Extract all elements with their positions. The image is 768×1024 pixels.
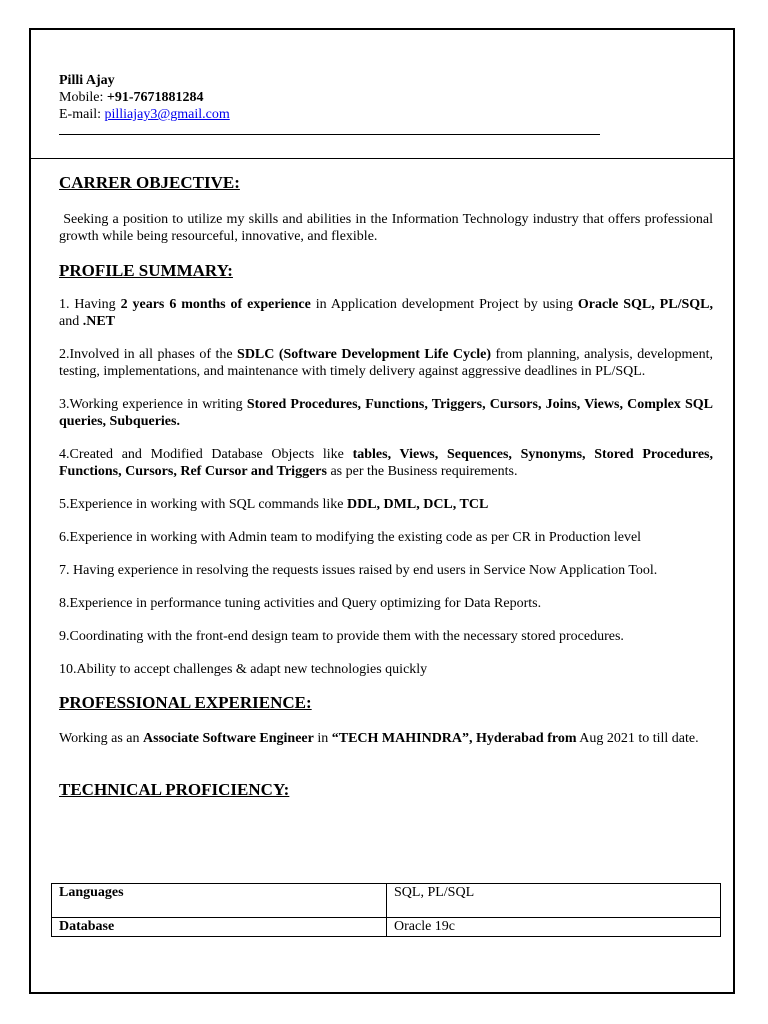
technical-table (51, 883, 721, 937)
resume-body (59, 172, 713, 801)
contact-block (59, 72, 230, 123)
candidate-name: Pilli Ajay (59, 73, 115, 88)
summary-item: 1. Having 2 years 6 months of experience in Application development Project by using Oracle SQL, PL/SQL, and .NET (59, 297, 713, 329)
tech-value: Oracle 19c (387, 918, 721, 937)
tech-value: SQL, PL/SQL (387, 884, 721, 918)
summary-item: 8.Experience in performance tuning activities and Query optimizing for Data Reports. (59, 596, 542, 611)
experience-text: Working as an Associate Software Engineer in “TECH MAHINDRA”, Hyderabad from Aug 2021 to till date. (59, 731, 699, 746)
objective-heading: CARRER OBJECTIVE: (59, 173, 240, 192)
email-label: E-mail: (59, 107, 101, 122)
mobile-label: Mobile: (59, 90, 104, 105)
summary-list (59, 296, 713, 678)
summary-item: 2.Involved in all phases of the SDLC (Software Development Life Cycle) from planning, analysis, development, testing, implementations, and maintenance with timely delivery against aggressive deadlines in PL/SQL. (59, 347, 714, 379)
table-row (52, 918, 721, 937)
objective-text-content: Seeking a position to utilize my skills and abilities in the Information Technology industry that offers professional growth while being resourceful, innovative, and flexible. (59, 212, 714, 244)
email-link[interactable]: pilliajay3@gmail.com (104, 107, 230, 122)
tech-key: Database (52, 918, 387, 937)
tech-key: Languages (52, 884, 387, 918)
summary-item: 5.Experience in working with SQL commands like DDL, DML, DCL, TCL (59, 497, 489, 512)
technical-heading: TECHNICAL PROFICIENCY: (59, 780, 290, 799)
mobile-number: +91-7671881284 (106, 90, 204, 105)
summary-item: 3.Working experience in writing Stored Procedures, Functions, Triggers, Cursors, Joins, Views, Complex SQL queries, Subqueries. (59, 397, 713, 429)
table-row (52, 884, 721, 918)
summary-item: 10.Ability to accept challenges & adapt new technologies quickly (59, 662, 428, 677)
summary-item: 7. Having experience in resolving the requests issues raised by end users in Service Now Application Tool. (59, 563, 658, 578)
summary-heading: PROFILE SUMMARY: (59, 261, 233, 280)
objective-text (59, 211, 713, 245)
summary-item: 6.Experience in working with Admin team to modifying the existing code as per CR in Production level (59, 530, 642, 545)
summary-item: 9.Coordinating with the front-end design team to provide them with the necessary stored procedures. (59, 629, 624, 644)
summary-item: 4.Created and Modified Database Objects like tables, Views, Sequences, Synonyms, Stored Procedures, Functions, Cursors, Ref Cursor and Triggers as per the Business requirements. (59, 447, 713, 479)
header-divider (31, 158, 735, 159)
experience-heading: PROFESSIONAL EXPERIENCE: (59, 693, 312, 712)
contact-rule (59, 134, 600, 135)
